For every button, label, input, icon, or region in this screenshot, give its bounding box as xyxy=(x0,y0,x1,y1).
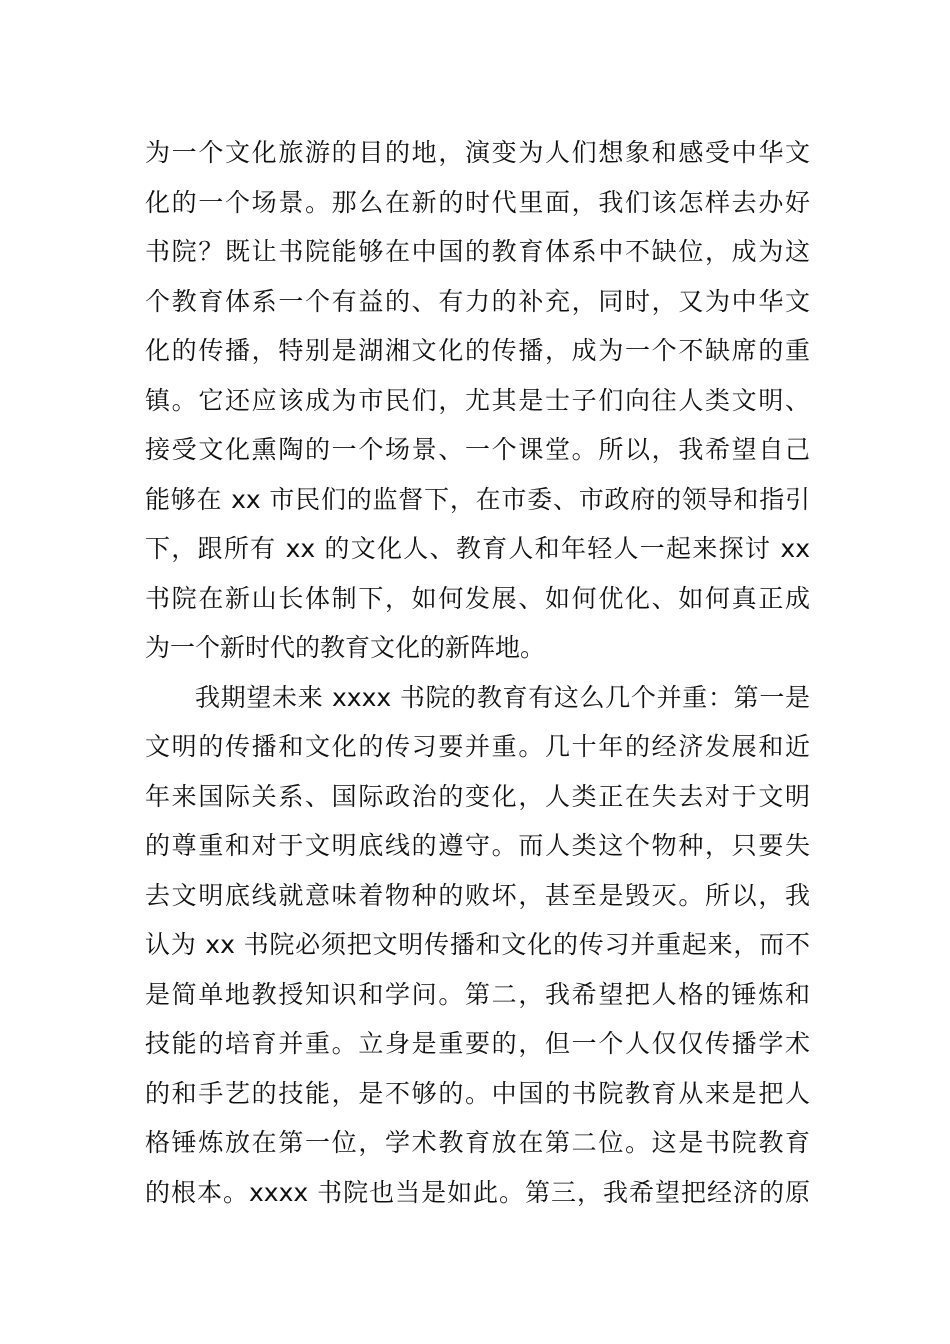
text-line: 技能的培育并重。立身是重要的，但一个人仅仅传播学术 xyxy=(145,1029,810,1058)
text-line: 格锤炼放在第一位，学术教育放在第二位。这是书院教育 xyxy=(145,1128,810,1157)
body-text xyxy=(145,128,810,1217)
text-line: 去文明底线就意味着物种的败坏，甚至是毁灭。所以，我 xyxy=(145,880,810,910)
text-line: 能够在 xx 市民们的监督下，在市委、市政府的领导和指引 xyxy=(145,484,810,514)
text-line: 化的一个场景。那么在新的时代里面，我们该怎样去办好 xyxy=(145,187,810,217)
text-line: 书院？既让书院能够在中国的教育体系中不缺位，成为这 xyxy=(145,237,810,266)
text-line: 的尊重和对于文明底线的遵守。而人类这个物种，只要失 xyxy=(145,831,810,860)
text-line: 书院在新山长体制下，如何发展、如何优化、如何真正成 xyxy=(145,583,810,613)
text-line: 下，跟所有 xx 的文化人、教育人和年轻人一起来探讨 xx xyxy=(145,534,810,563)
paragraph-first-line: 我期望未来 xxxx 书院的教育有这么几个并重：第一是 xyxy=(195,682,810,712)
text-line: 认为 xx 书院必须把文明传播和文化的传习并重起来，而不 xyxy=(145,930,810,959)
text-line: 个教育体系一个有益的、有力的补充，同时，又为中华文 xyxy=(145,286,810,316)
text-line: 文明的传播和文化的传习要并重。几十年的经济发展和近 xyxy=(145,732,810,761)
text-line: 为一个文化旅游的目的地，演变为人们想象和感受中华文 xyxy=(145,138,810,167)
text-line: 镇。它还应该成为市民们，尤其是士子们向往人类文明、 xyxy=(145,385,810,415)
text-line: 年来国际关系、国际政治的变化，人类正在失去对于文明 xyxy=(145,781,810,811)
text-line: 是简单地教授知识和学问。第二，我希望把人格的锤炼和 xyxy=(145,979,810,1009)
text-line: 的和手艺的技能，是不够的。中国的书院教育从来是把人 xyxy=(145,1078,810,1108)
text-line: 的根本。xxxx 书院也当是如此。第三，我希望把经济的原 xyxy=(145,1177,810,1207)
text-line: 化的传播，特别是湖湘文化的传播，成为一个不缺席的重 xyxy=(145,336,810,365)
text-line: 接受文化熏陶的一个场景、一个课堂。所以，我希望自己 xyxy=(145,435,810,464)
paragraph-last-line: 为一个新时代的教育文化的新阵地。 xyxy=(145,633,546,662)
